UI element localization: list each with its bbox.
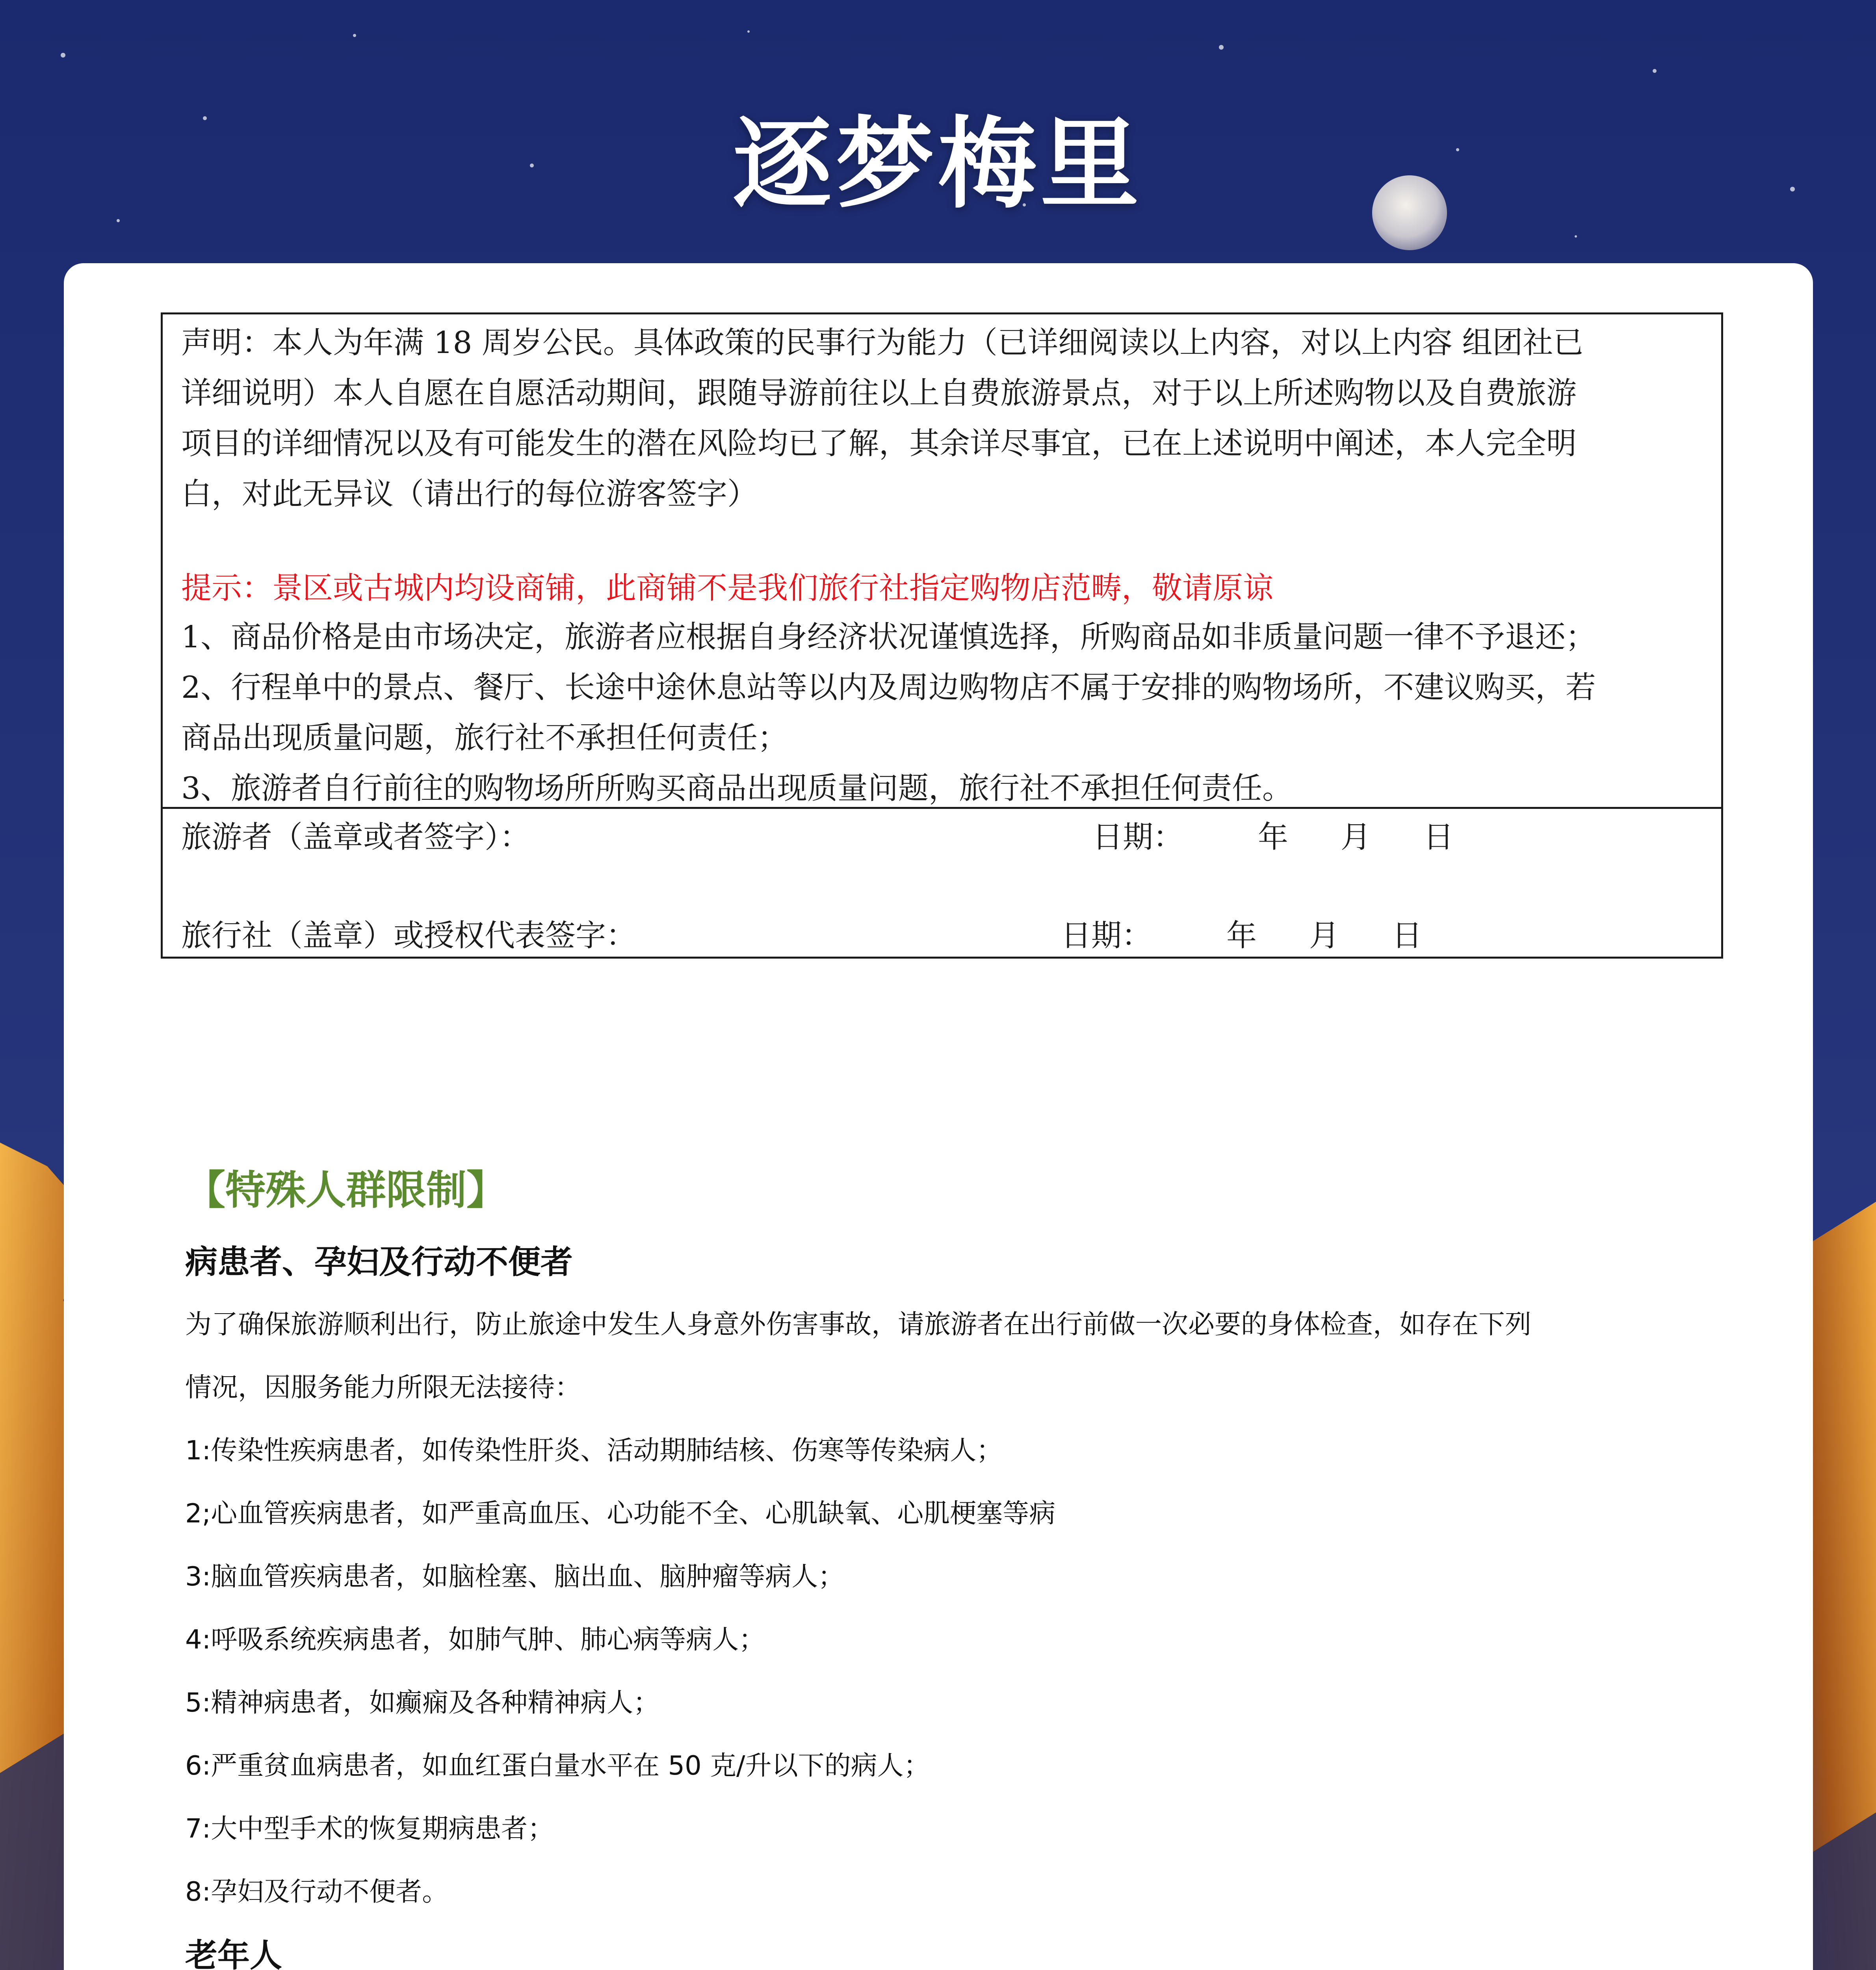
declaration-item: 3、旅游者自行前往的购物场所所购买商品出现质量问题，旅行社不承担任何责任。: [181, 771, 1293, 806]
divider: [163, 807, 1721, 809]
patients-intro: 情况，因服务能力所限无法接待：: [185, 1372, 581, 1403]
declaration-line: 详细说明）本人自愿在自愿活动期间，跟随导游前往以上自费旅游景点，对于以上所述购物以及自费旅游: [181, 376, 1577, 411]
shopping-warning: 提示：景区或古城内均设商铺，此商铺不是我们旅行社指定购物店范畴，敬请原谅: [181, 571, 1273, 606]
elderly-title: 老年人: [185, 1937, 282, 1970]
declaration-line: 声明：本人为年满 18 周岁公民。具体政策的民事行为能力（已详细阅读以上内容，对以上内容 组团社已: [181, 325, 1584, 361]
tourist-date-label: 日期：: [1092, 820, 1183, 855]
declaration-line: 项目的详细情况以及有可能发生的潜在风险均已了解，其余详尽事宜，已在上述说明中阐述，本人完全明: [181, 426, 1577, 461]
declaration-line: 白，对此无异议（请出行的每位游客签字）: [181, 477, 758, 512]
agency-date-day: 日: [1392, 918, 1422, 953]
patients-title: 病患者、孕妇及行动不便者: [185, 1243, 573, 1281]
declaration-box: [161, 312, 1723, 959]
restrictions-heading: 【特殊人群限制】: [185, 1167, 507, 1214]
page-title: 逐梦梅里: [733, 106, 1143, 221]
agency-signature-label: 旅行社（盖章）或授权代表签字：: [181, 918, 636, 953]
patients-item: 1:传染性疾病患者，如传染性肝炎、活动期肺结核、伤寒等传染病人；: [185, 1435, 1003, 1466]
tourist-date-day: 日: [1423, 820, 1454, 855]
declaration-item: 1、商品价格是由市场决定，旅游者应根据自身经济状况谨慎选择，所购商品如非质量问题一律不予退还；: [181, 620, 1596, 655]
patients-intro: 为了确保旅游顺利出行，防止旅途中发生人身意外伤害事故，请旅游者在出行前做一次必要的身体检查，如存在下列: [185, 1309, 1531, 1340]
declaration-item: 商品出现质量问题，旅行社不承担任何责任；: [181, 721, 788, 756]
patients-item: 3:脑血管疾病患者，如脑栓塞、脑出血、脑肿瘤等病人；: [185, 1561, 845, 1592]
patients-item: 8:孕妇及行动不便者。: [185, 1876, 449, 1907]
agency-date-month: 月: [1309, 918, 1339, 953]
patients-item: 6:严重贫血病患者，如血红蛋白量水平在 50 克/升以下的病人；: [185, 1750, 930, 1781]
tourist-date-month: 月: [1341, 820, 1371, 855]
patients-item: 2;心血管疾病患者，如严重高血压、心功能不全、心肌缺氧、心肌梗塞等病: [185, 1498, 1056, 1529]
agency-date-label: 日期：: [1061, 918, 1152, 953]
declaration-item: 2、行程单中的景点、餐厅、长途中途休息站等以内及周边购物店不属于安排的购物场所，不建议购买，若: [181, 670, 1596, 705]
tourist-date-year: 年: [1258, 820, 1288, 855]
agency-date-year: 年: [1226, 918, 1257, 953]
patients-item: 7:大中型手术的恢复期病患者；: [185, 1813, 554, 1844]
tourist-signature-label: 旅游者（盖章或者签字）：: [181, 820, 530, 855]
patients-item: 5:精神病患者，如癫痫及各种精神病人；: [185, 1687, 660, 1718]
patients-item: 4:呼吸系统疾病患者，如肺气肿、肺心病等病人；: [185, 1624, 765, 1655]
